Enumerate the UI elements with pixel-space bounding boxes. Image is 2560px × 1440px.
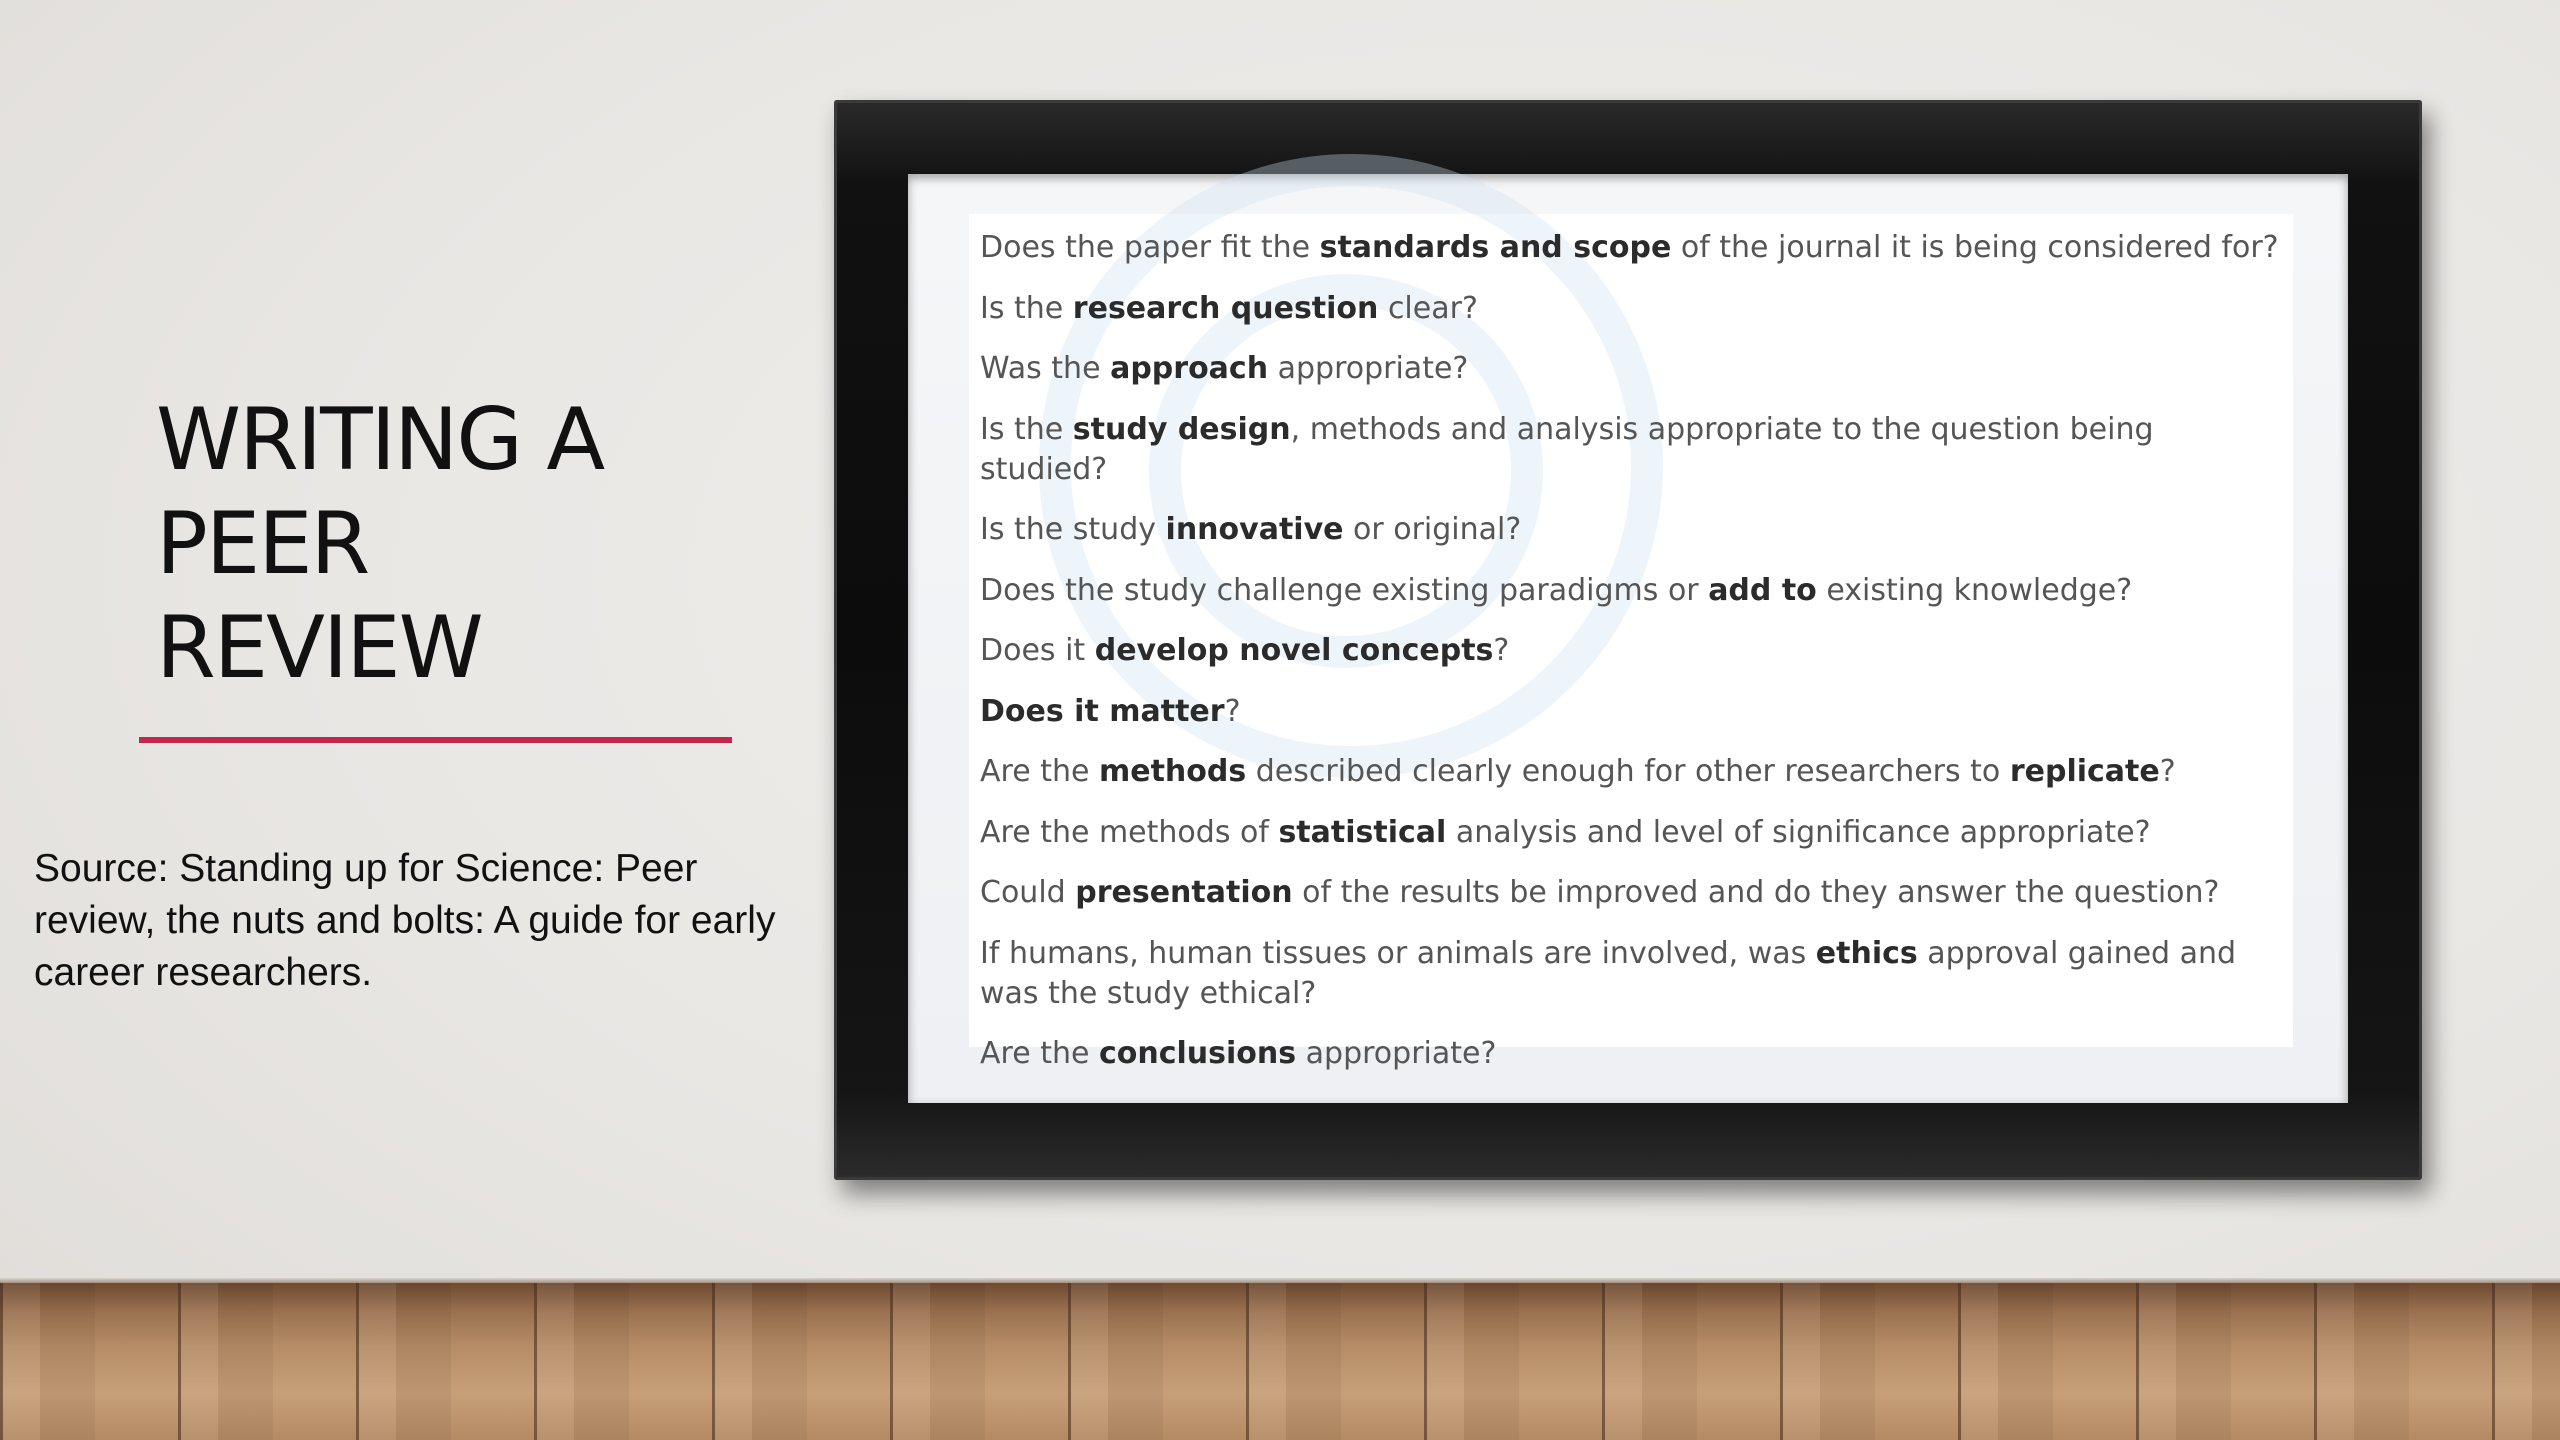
checklist-emphasis: statistical [1278, 814, 1447, 850]
title-underline [139, 737, 732, 743]
slide-title: WRITING A PEER REVIEW [156, 390, 604, 698]
checklist-emphasis: develop novel concepts [1094, 633, 1494, 668]
checklist-text: Could [980, 875, 1076, 910]
checklist-item [980, 934, 2280, 1014]
checklist-text: or original? [1343, 512, 1522, 547]
checklist-text: Does the study challenge existing paradigms or [980, 572, 1709, 608]
checklist-emphasis: replicate [2009, 754, 2160, 789]
checklist-text: Are the [980, 754, 1099, 789]
checklist-text: ? [1224, 693, 1241, 729]
checklist [980, 228, 2280, 1095]
checklist-item [980, 631, 2280, 671]
checklist-emphasis: research question [1072, 290, 1379, 326]
checklist-text: Does it [980, 633, 1095, 668]
checklist-text: ? [2159, 754, 2176, 789]
checklist-text: appropriate? [1296, 1036, 1497, 1071]
checklist-text: existing knowledge? [1816, 572, 2133, 608]
checklist-text: described clearly enough for other researchers to [1246, 754, 2010, 789]
checklist-item [980, 692, 2280, 732]
checklist-text: Does the paper fit the [980, 230, 1320, 265]
checklist-item [980, 752, 2280, 792]
checklist-emphasis: Does it matter [980, 693, 1225, 729]
checklist-text: approval gained and was the study ethical? [980, 935, 2237, 1011]
checklist-emphasis: approach [1110, 351, 1269, 386]
checklist-text: , methods and analysis appropriate to the question being studied? [980, 411, 2154, 487]
checklist-text: of the journal it is being considered for? [1671, 230, 2279, 265]
checklist-text: Was the [980, 351, 1111, 386]
checklist-text: Is the [980, 290, 1073, 326]
checklist-item [980, 289, 2280, 329]
checklist-item [980, 228, 2280, 268]
checklist-emphasis: add to [1708, 572, 1817, 608]
checklist-emphasis: methods [1098, 754, 1247, 789]
checklist-item [980, 813, 2280, 853]
checklist-item [980, 571, 2280, 611]
checklist-text: If humans, human tissues or animals are involved, was [980, 935, 1816, 971]
checklist-emphasis: ethics [1815, 935, 1918, 971]
checklist-emphasis: presentation [1075, 875, 1293, 910]
checklist-item [980, 349, 2280, 389]
picture-frame [834, 100, 2422, 1180]
checklist-text: appropriate? [1268, 351, 1469, 386]
checklist-text: ? [1493, 633, 1510, 668]
checklist-text: of the results be improved and do they answer the question? [1292, 875, 2220, 910]
checklist-text: Are the [980, 1036, 1099, 1071]
source-citation: Source: Standing up for Science: Peer review, the nuts and bolts: A guide for early career researchers. [34, 847, 776, 994]
checklist-item [980, 873, 2280, 913]
checklist-text: analysis and level of significance appropriate? [1446, 814, 2151, 850]
frame-mat [908, 174, 2348, 1103]
checklist-text: Is the study [980, 512, 1166, 547]
checklist-image [969, 214, 2293, 1071]
checklist-emphasis: study design [1072, 411, 1291, 447]
checklist-emphasis: standards and scope [1319, 230, 1672, 265]
checklist-text: Is the [980, 411, 1073, 447]
checklist-item [980, 1034, 2280, 1074]
checklist-item [980, 510, 2280, 550]
checklist-text: clear? [1378, 290, 1478, 326]
wood-floor [0, 1283, 2560, 1440]
checklist-item [980, 410, 2280, 490]
checklist-emphasis: innovative [1165, 512, 1344, 547]
checklist-text: Are the methods of [980, 814, 1279, 850]
checklist-emphasis: conclusions [1098, 1036, 1297, 1071]
